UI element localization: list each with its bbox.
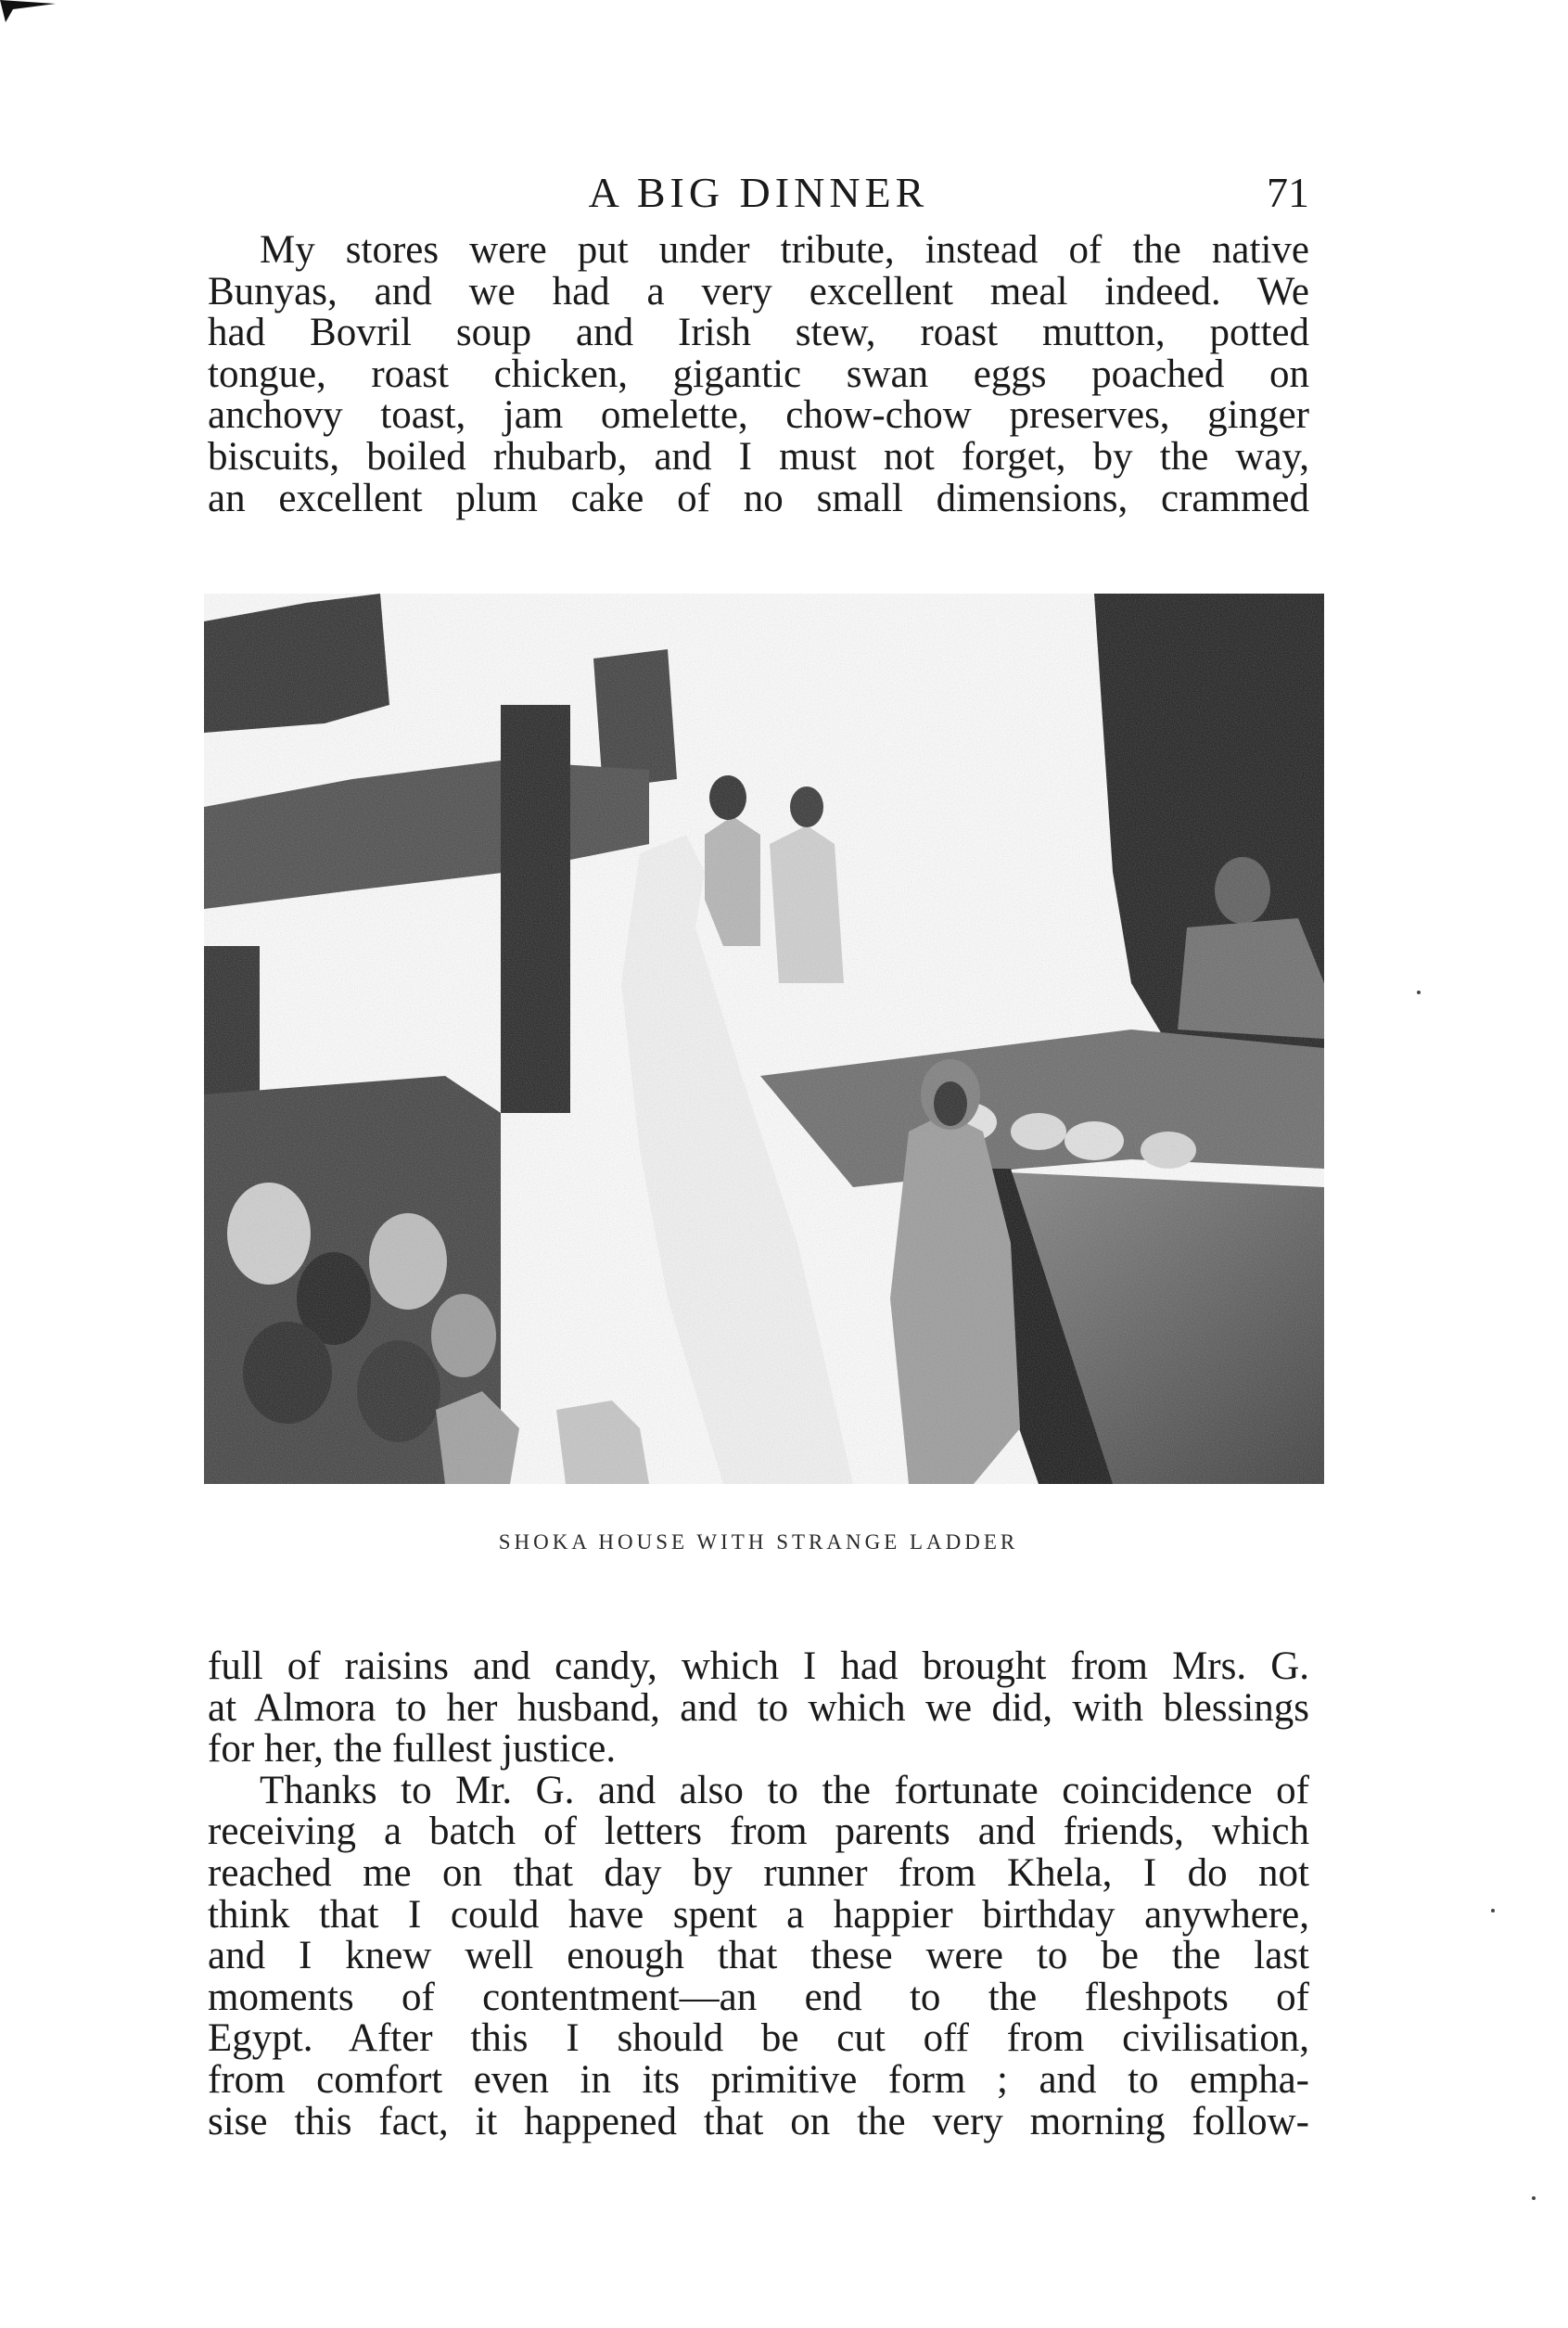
- text-line: sise this fact, it happened that on the very morning follow-: [208, 2099, 1309, 2143]
- photograph-image: [204, 594, 1324, 1484]
- page-speck: [1532, 2196, 1536, 2200]
- body-text-top: [208, 230, 1309, 519]
- text-line: and I knew well enough that these were to be the last: [208, 1934, 1309, 1978]
- running-title: A BIG DINNER: [588, 169, 929, 216]
- text-line: full of raisins and candy, which I had brought from Mrs. G.: [208, 1644, 1309, 1688]
- text-line: moments of contentment—an end to the fleshpots of: [208, 1975, 1309, 2019]
- figure-caption: SHOKA HOUSE WITH STRANGE LADDER: [498, 1530, 1019, 1554]
- text-line: Egypt. After this I should be cut off from civilisation,: [208, 2016, 1309, 2061]
- page-number: 71: [1267, 169, 1309, 216]
- text-line: think that I could have spent a happier birthday anywhere,: [208, 1892, 1309, 1937]
- text-line: anchovy toast, jam omelette, chow-chow preserves, ginger: [208, 393, 1309, 438]
- page-speck: [1417, 991, 1421, 994]
- page-corner-mark: [0, 0, 74, 28]
- photograph-plate: [204, 594, 1324, 1484]
- text-line: for her, the fullest justice.: [208, 1727, 617, 1772]
- text-line: at Almora to her husband, and to which we did, with blessings: [208, 1685, 1309, 1730]
- page-speck: [1491, 1909, 1495, 1912]
- text-line: reached me on that day by runner from Khela, I do not: [208, 1850, 1309, 1895]
- text-line: an excellent plum cake of no small dimensions, crammed: [208, 476, 1309, 520]
- running-head: [208, 165, 1309, 221]
- text-line: My stores were put under tribute, instead of the native: [260, 228, 1309, 272]
- text-line: Bunyas, and we had a very excellent meal indeed. We: [208, 269, 1309, 313]
- text-line: from comfort even in its primitive form ; and to empha-: [208, 2057, 1309, 2102]
- body-text-bottom: [208, 1646, 1309, 2143]
- text-line: tongue, roast chicken, gigantic swan eggs poached on: [208, 352, 1309, 396]
- text-line: biscuits, boiled rhubarb, and I must not forget, by the way,: [208, 434, 1309, 479]
- text-line: Thanks to Mr. G. and also to the fortunate coincidence of: [260, 1768, 1309, 1812]
- text-line: receiving a batch of letters from parents and friends, which: [208, 1810, 1309, 1854]
- text-line: had Bovril soup and Irish stew, roast mutton, potted: [208, 311, 1309, 355]
